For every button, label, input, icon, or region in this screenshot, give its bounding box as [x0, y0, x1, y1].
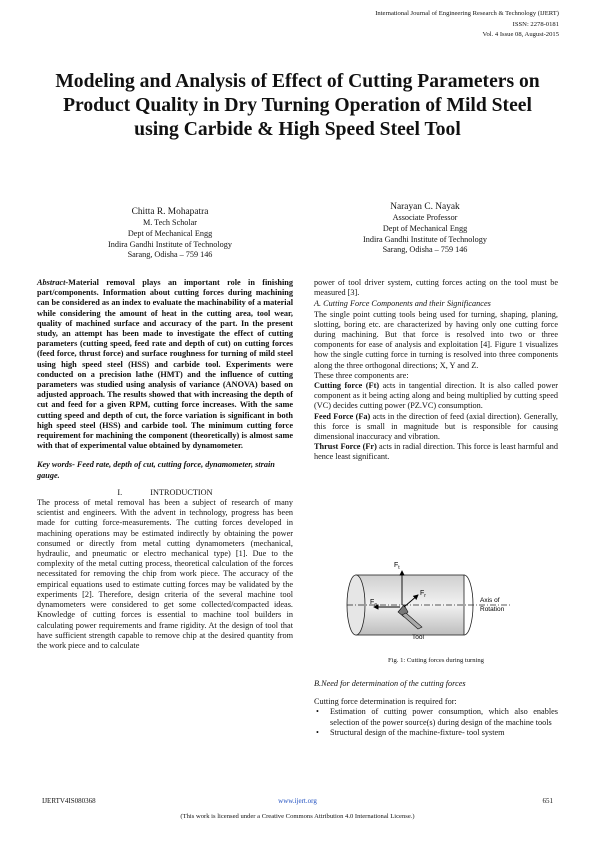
- author-name: Chitta R. Mohapatra: [131, 207, 209, 217]
- right-column: [314, 278, 558, 463]
- page-number: 651: [542, 797, 553, 805]
- author-dept: Dept of Mechanical Engg: [127, 228, 213, 238]
- list-item: • Estimation of cutting power consumption, which also enables selection of the power source(s) during design of the machine tools: [316, 707, 558, 727]
- section-heading-introduction: [37, 488, 293, 498]
- term-feed-force: Feed Force (Fa): [314, 411, 371, 421]
- author-dept: Dept of Mechanical Engg: [382, 223, 468, 233]
- thrust-force-text: acts in radial direction. This force is least harmful and hence least significant.: [314, 442, 558, 462]
- label-axis: Axis of: [480, 597, 500, 604]
- section-number: I.: [117, 487, 123, 497]
- author-place: Sarang, Odisha – 759 146: [127, 250, 213, 260]
- cutting-force-item: [314, 381, 558, 412]
- keywords-text: Feed rate, depth of cut, cutting force, dynamometer, strain gauge.: [37, 460, 275, 480]
- author-place: Sarang, Odisha – 759 146: [382, 245, 468, 255]
- left-column: [37, 278, 293, 651]
- intro-paragraph: The process of metal removal has been a subject of research of many scientist and engineers. With the advent in technology, progress has been made for cutting force-measurements. The cutting forces developed in machining operations may be estimated indirectly by obtaining the power consumed or directly from metal cutting dynamometers (mechanical, hydraulic, and pneumatic or electro mechanical type) [1]. Due to the complexity of the metal cutting process, theoretical calculation of the forces necessitated for removing the chip from work piece. The accuracy of the empirical equations used to estimate cutting forces may be validated by the experiments [2]. Therefore, design criteria of the several machine tool dynamometers were considered to get some collected/compacted ideas. Knowledge of cutting forces is essential to machine tool builders in calculating power requirements and frame rigidity. At the design of tool that have sufficient strength capable to remove chip at the desired quantity from the work piece and to calculate: [37, 498, 293, 650]
- paragraph-b: Cutting force determination is required for:: [314, 697, 457, 707]
- volume-issue: Vol. 4 Issue 08, August-2015: [482, 31, 559, 38]
- label-rotation: Rotation: [480, 606, 505, 613]
- keywords: [37, 460, 293, 480]
- license-note: (This work is licensed under a Creative Commons Attribution 4.0 International License.): [180, 813, 415, 820]
- subsection-a-heading: A. Cutting Force Components and their Significances: [314, 299, 491, 309]
- figure-cutting-forces: [340, 555, 520, 645]
- keywords-label: Key words-: [37, 460, 75, 470]
- subsection-b-heading: B.Need for determination of the cutting forces: [314, 679, 466, 688]
- author-role: Associate Professor: [392, 213, 458, 222]
- issn: ISSN: 2278-0181: [512, 20, 559, 28]
- list-item: • Structural design of the machine-fixture- tool system: [316, 727, 505, 737]
- journal-link[interactable]: www.ijert.org: [278, 797, 317, 805]
- right-column-lower: [314, 679, 558, 738]
- feed-force-item: [314, 412, 558, 443]
- paper-id: IJERTV4IS080368: [42, 797, 96, 805]
- journal-name: International Journal of Engineering Research & Technology (IJERT): [375, 10, 559, 17]
- term-cutting-force: Cutting force (Ft): [314, 381, 380, 391]
- author-block-2: [320, 201, 530, 256]
- figure-caption: Fig. 1: Cutting forces during turning: [388, 657, 484, 664]
- journal-header: [299, 9, 559, 41]
- section-title: INTRODUCTION: [150, 487, 213, 497]
- thrust-force-item: [314, 442, 558, 462]
- paper-title: Modeling and Analysis of Effect of Cutting Parameters on Product Quality in Dry Turning Operation of Mild Steel using Carbide & High Speed Steel Tool: [55, 71, 540, 140]
- author-institute: Indira Gandhi Institute of Technology: [108, 239, 232, 249]
- author-name: Narayan C. Nayak: [390, 202, 460, 212]
- label-ft: $F_t$: [394, 562, 400, 571]
- abstract-text: Material removal plays an important role in finishing part/components. Information about cutting forces during machining can be considered as an index to evaluate the machinability of a material while considering the amount of heat in the cutting area, tool wear, quality of machined surface and accuracy of the part. In the present study, an attempt has been made to investigate the effect of cutting parameters (cutting speed, feed rate and depth of cut) on cutting forces (feed force, thrust force) and surface roughness for turning of mild steel using high speed steel (HSS) and carbide tool. Experiments were conducted on a precision lathe (HMT) and the influence of cutting parameters was studied using analysis of variance (ANOVA) based on adjusted approach. The results showed that with increasing the depth of cut and feed for a given RPM, cutting force increases. With the same cutting speed and depth of cut, the force variation is significant in both high speed steel (HSS) and carbide tool. The minimum cutting force requirement for machining the component (theoretically) is almost same with that of experimental value obtained by dynamometer.: [37, 278, 293, 451]
- author-block-1: [70, 206, 270, 261]
- continued-paragraph: power of tool driver system, cutting forces acting on the tool must be measured [3].: [314, 278, 558, 298]
- paragraph-a: The single point cutting tools being used for turning, shaping, planing, slotting, boring etc. are characterized by having only one cutting force during machining. But that force is resolved into two or three components for ease of analysis and exploitation [4]. Figure 1 visualizes how the single cutting force in turning is resolved into three components along the three orthogonal directions; X, Y and Z.: [314, 309, 558, 370]
- feed-force-text: acts in the direction of feed (axial direction). Generally, this force is small in magnitude but is responsible for causing dimensional inaccuracy and vibration.: [314, 411, 558, 442]
- journal-url: [0, 797, 595, 806]
- abstract-label: Abstract-: [37, 278, 69, 287]
- label-tool: Tool: [412, 634, 424, 641]
- label-fa: $F_a$: [370, 599, 378, 608]
- requirements-list: [314, 707, 558, 738]
- author-role: M. Tech Scholar: [142, 218, 198, 227]
- label-fr: $F_r$: [420, 590, 426, 599]
- cutting-force-text: acts in tangential direction. It is also called power component as it being acting along and being multiplied by cutting speed (VC) decides cutting power (PZ.VC) consumption.: [314, 381, 558, 411]
- abstract: [37, 278, 293, 451]
- components-intro: These three components are:: [314, 370, 409, 380]
- term-thrust-force: Thrust Force (Fr): [314, 442, 377, 452]
- author-institute: Indira Gandhi Institute of Technology: [363, 234, 487, 244]
